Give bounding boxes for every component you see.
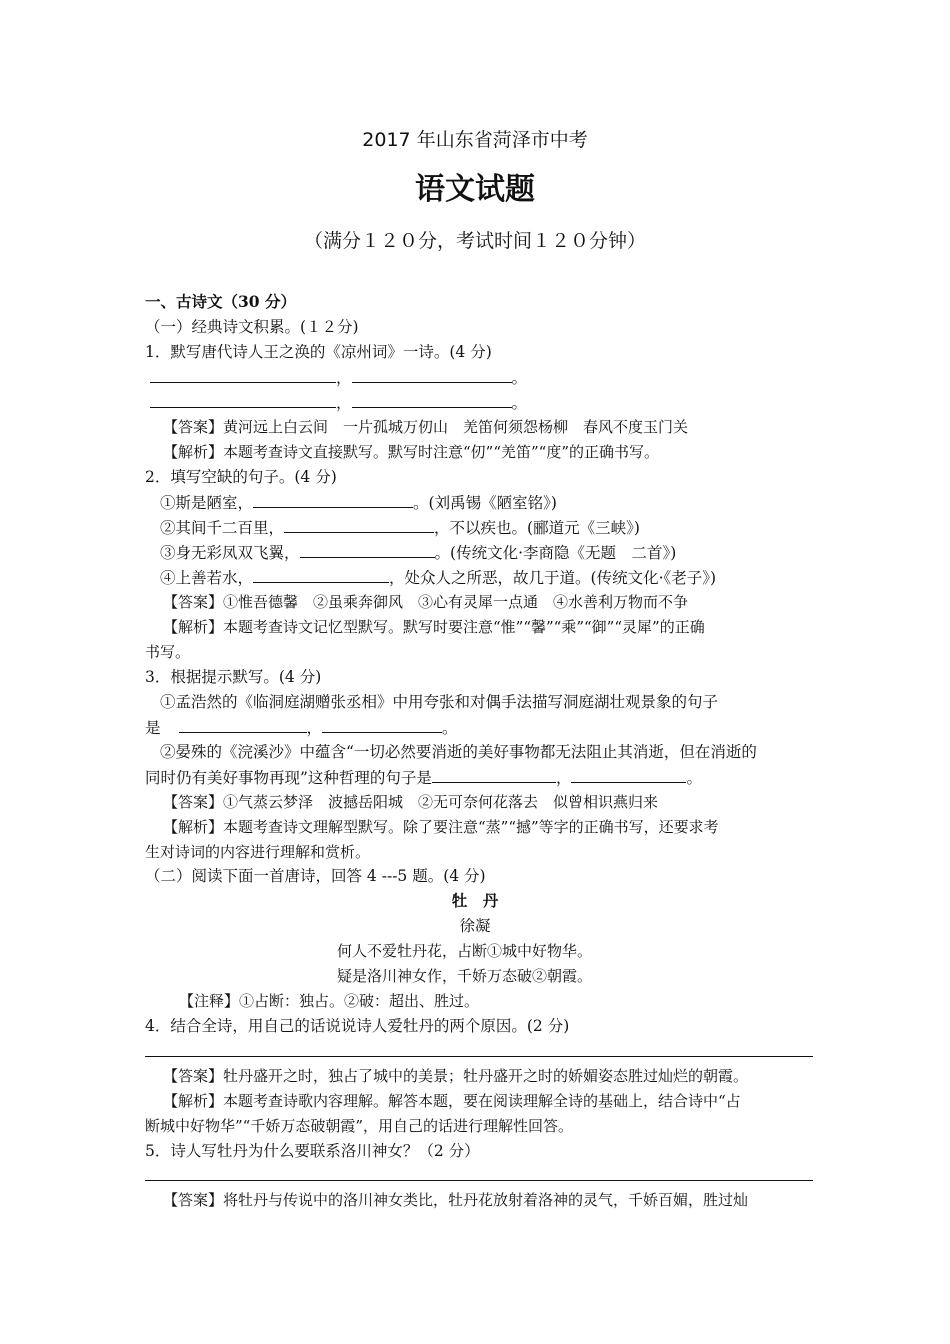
answer-blank[interactable] (571, 767, 686, 783)
item-text: 是 (145, 719, 161, 737)
answer-blank[interactable] (253, 492, 413, 508)
answer-blank[interactable] (352, 392, 512, 408)
page-subtitle: （满分１２０分，考试时间１２０分钟） (303, 230, 646, 252)
question-3-analysis-cont: 生对诗词的内容进行理解和赏析。 (145, 843, 371, 861)
question-4-answer: 【答案】牡丹盛开之时，独占了城中的美景；牡丹盛开之时的娇媚姿态胜过灿烂的朝霞。 (163, 1067, 749, 1085)
question-1-answer: 【答案】黄河远上白云间 一片孤城万仞山 羌笛何须怨杨柳 春风不度玉门关 (163, 418, 689, 436)
item-text: ，处众人之所恶，故几于道。(传统文化·《老子》) (389, 569, 717, 587)
punct-comma: ， (336, 369, 352, 387)
answer-line[interactable] (145, 1056, 813, 1057)
page-title: 语文试题 (415, 172, 535, 207)
question-1-stem: 1．默写唐代诗人王之涣的《凉州词》一诗。(4 分) (145, 343, 492, 361)
question-2-item-4 (160, 567, 716, 588)
question-4-stem: 4．结合全诗，用自己的话说说诗人爱牡丹的两个原因。(2 分) (145, 1017, 570, 1035)
question-3-item-2: ②晏殊的《浣溪沙》中蕴含“一切必然要消逝的美好事物都无法阻止其消逝，但在消逝的 (160, 743, 757, 761)
poem-line-2: 疑是洛川神女作，千娇万态破②朝霞。 (337, 967, 593, 985)
question-2-stem: 2．填写空缺的句子。(4 分) (145, 468, 337, 486)
answer-line[interactable] (145, 1180, 813, 1181)
exam-year-line: 2017 年山东省菏泽市中考 (362, 129, 588, 151)
question-3-stem: 3．根据提示默写。(4 分) (145, 668, 322, 686)
item-text: ，不以疾也。(郦道元《三峡》) (434, 519, 640, 537)
punct-comma: ， (336, 394, 352, 412)
item-text: ②其间千二百里， (160, 519, 285, 537)
answer-blank[interactable] (284, 517, 434, 533)
question-3-item-2-blanks (145, 767, 702, 788)
punct-period: 。 (511, 369, 528, 387)
question-5-answer: 【答案】将牡丹与传说中的洛川神女类比，牡丹花放射着洛神的灵气，千娇百媚，胜过灿 (163, 1191, 749, 1209)
item-text: 同时仍有美好事物再现”这种哲理的句子是 (145, 769, 432, 787)
question-4-analysis-cont: 断城中好物华”“千娇万态破朝霞”，用自己的话进行理解性回答。 (145, 1117, 574, 1135)
section-heading: 一、古诗文（30 分） (145, 292, 296, 311)
item-text: ③身无彩凤双飞翼， (160, 544, 300, 562)
punct-period: 。 (511, 394, 528, 412)
part-one-heading: （一）经典诗文积累。(１２分) (145, 318, 359, 336)
answer-blank[interactable] (432, 767, 556, 783)
question-2-item-1 (160, 492, 557, 513)
question-2-answer: 【答案】①惟吾德馨 ②虽乘奔御风 ③心有灵犀一点通 ④水善利万物而不争 (163, 593, 689, 611)
part-two-heading: （二）阅读下面一首唐诗，回答 4 ---5 题。(4 分) (145, 867, 486, 885)
poem-note: 【注释】①占断：独占。②破：超出、胜过。 (179, 992, 480, 1010)
poem-author: 徐凝 (459, 917, 491, 935)
answer-blank[interactable] (150, 367, 336, 383)
question-1-blank-row-1 (150, 367, 527, 388)
question-5-stem: 5．诗人写牡丹为什么要联系洛川神女？（2 分） (145, 1142, 480, 1160)
question-3-item-1: ①孟浩然的《临洞庭湖赠张丞相》中用夸张和对偶手法描写洞庭湖壮观景象的句子 (160, 693, 719, 711)
question-3-answer: 【答案】①气蒸云梦泽 波撼岳阳城 ②无可奈何花落去 似曾相识燕归来 (163, 793, 659, 811)
question-2-item-2 (160, 517, 640, 538)
answer-blank[interactable] (179, 717, 307, 733)
poem-title: 牡 丹 (451, 891, 499, 910)
question-1-blank-row-2 (150, 392, 527, 413)
question-4-analysis: 【解析】本题考查诗歌内容理解。解答本题，要在阅读理解全诗的基础上，结合诗中“占 (163, 1092, 741, 1110)
question-2-item-3 (160, 542, 676, 563)
question-3-item-1-blanks (145, 717, 458, 738)
question-1-analysis: 【解析】本题考查诗文直接默写。默写时注意“仞”“羌笛”“度”的正确书写。 (163, 443, 660, 461)
answer-blank[interactable] (150, 392, 336, 408)
answer-blank[interactable] (253, 567, 389, 583)
item-text: 。 (686, 769, 702, 787)
item-text: 。(传统文化·李商隐《无题 二首》) (434, 544, 677, 562)
item-text: 。 (442, 719, 458, 737)
question-2-analysis-cont: 书写。 (145, 643, 191, 661)
answer-blank[interactable] (300, 542, 435, 558)
item-text: ， (555, 769, 572, 787)
item-text: 。(刘禹锡《陋室铭》) (413, 494, 557, 512)
item-text: ④上善若水， (160, 569, 254, 587)
poem-line-1: 何人不爱牡丹花，占断①城中好物华。 (337, 942, 593, 960)
item-text: ， (306, 719, 323, 737)
question-3-analysis: 【解析】本题考查诗文理解型默写。除了要注意“蒸”“撼”等字的正确书写，还要求考 (163, 818, 719, 836)
answer-blank[interactable] (352, 367, 512, 383)
item-text: ①斯是陋室， (160, 494, 254, 512)
answer-blank[interactable] (322, 717, 442, 733)
question-2-analysis: 【解析】本题考查诗文记忆型默写。默写时要注意“惟”“馨”“乘”“御”“灵犀”的正确 (163, 618, 705, 636)
